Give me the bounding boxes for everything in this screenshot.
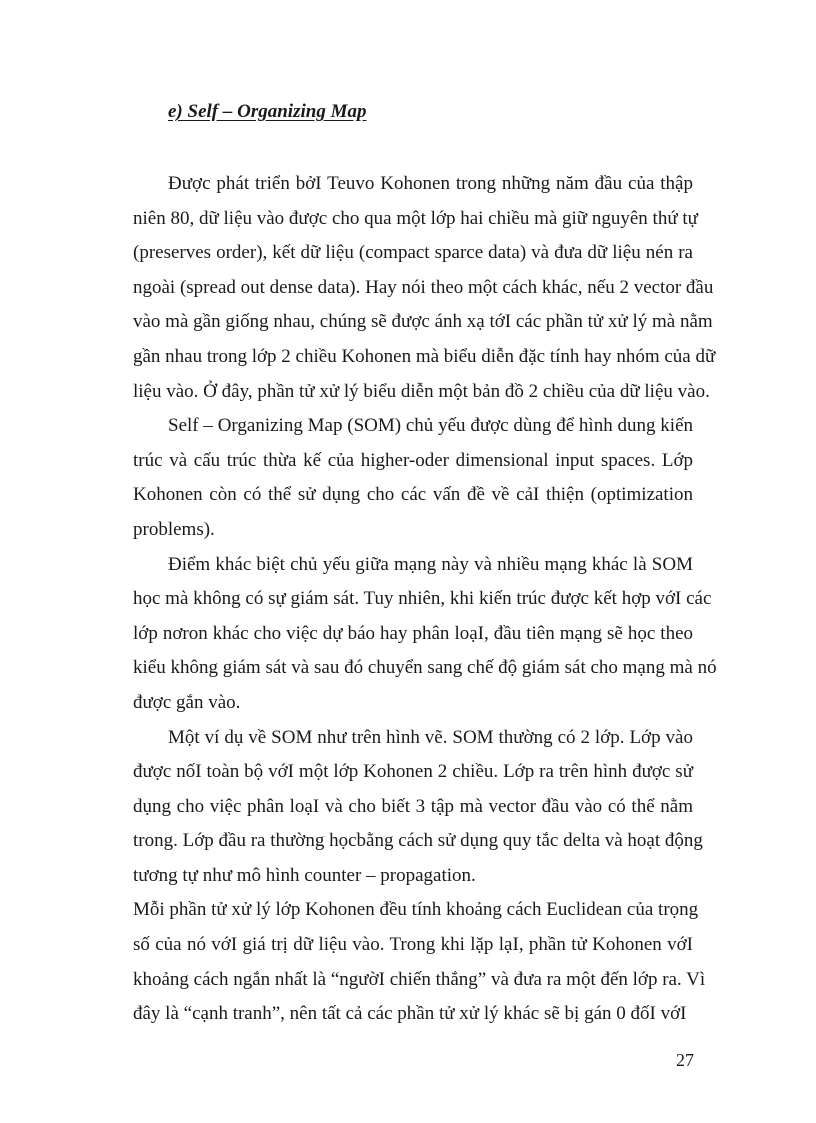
text-line: vào mà gần giống nhau, chúng sẽ được ánh xạ tớI các phần tử xử lý mà nằm [133, 311, 713, 333]
text-line: đây là “cạnh tranh”, nên tất cả các phần tử xử lý khác sẽ bị gán 0 đốI vớI [133, 1003, 687, 1025]
text-line: Self – Organizing Map (SOM) chủ yếu được dùng để hình dung kiến [168, 415, 693, 437]
text-line: được gắn vào. [133, 691, 241, 713]
text-line: Mỗi phần tử xử lý lớp Kohonen đều tính khoảng cách Euclidean của trọng [133, 899, 699, 921]
text-line: trúc và cấu trúc thừa kế của higher-oder dimensional input spaces. Lớp [133, 449, 693, 471]
paragraph [133, 721, 703, 894]
body-text [133, 167, 717, 1032]
text-line: kiểu không giám sát và sau đó chuyển sang chế độ giám sát cho mạng mà nó [133, 657, 717, 679]
text-line: gần nhau trong lớp 2 chiều Kohonen mà biểu diễn đặc tính hay nhóm của dữ [133, 345, 716, 367]
text-line: Kohonen còn có thể sử dụng cho các vấn đề về cảI thiện (optimization [133, 484, 693, 506]
text-line: lớp nơron khác cho việc dự báo hay phân loạI, đầu tiên mạng sẽ học theo [133, 622, 693, 644]
text-line: ngoài (spread out dense data). Hay nói theo một cách khác, nếu 2 vector đầu [133, 276, 714, 298]
text-line: (preserves order), kết dữ liệu (compact sparce data) và đưa dữ liệu nén ra [133, 242, 693, 264]
text-line: số của nó vớI giá trị dữ liệu vào. Trong khi lặp lạI, phần tử Kohonen vớI [133, 934, 693, 956]
text-line: niên 80, dữ liệu vào được cho qua một lớp hai chiều mà giữ nguyên thứ tự [133, 207, 698, 229]
text-line: tương tự như mô hình counter – propagation. [133, 864, 476, 886]
text-line: khoảng cách ngắn nhất là “ngườI chiến thắng” và đưa ra một đến lớp ra. Vì [133, 968, 706, 990]
page-number: 27 [676, 1050, 694, 1070]
text-line: Được phát triển bởI Teuvo Kohonen trong những năm đầu của thập [168, 173, 693, 194]
text-line: Điểm khác biệt chủ yếu giữa mạng này và nhiều mạng khác là SOM [168, 553, 693, 575]
text-line: học mà không có sự giám sát. Tuy nhiên, khi kiến trúc được kết hợp vớI các [133, 588, 712, 610]
text-line: trong. Lớp đầu ra thường họcbằng cách sử dụng quy tắc delta và hoạt động [133, 830, 703, 852]
paragraph [133, 409, 693, 547]
paragraph [133, 893, 706, 1031]
paragraph [133, 167, 716, 409]
text-line: problems). [133, 518, 215, 540]
text-line: Một ví dụ về SOM như trên hình vẽ. SOM thường có 2 lớp. Lớp vào [168, 726, 693, 748]
text-line: liệu vào. Ở đây, phần tử xử lý biểu diễn một bản đồ 2 chiều của dữ liệu vào. [133, 380, 710, 402]
text-line: được nốI toàn bộ vớI một lớp Kohonen 2 chiều. Lớp ra trên hình được sử [133, 761, 693, 783]
section-heading: e) Self – Organizing Map [168, 101, 367, 122]
text-line: dụng cho việc phân loạI và cho biết 3 tập mà vector đầu vào có thể nằm [133, 795, 693, 817]
paragraph [133, 548, 717, 721]
